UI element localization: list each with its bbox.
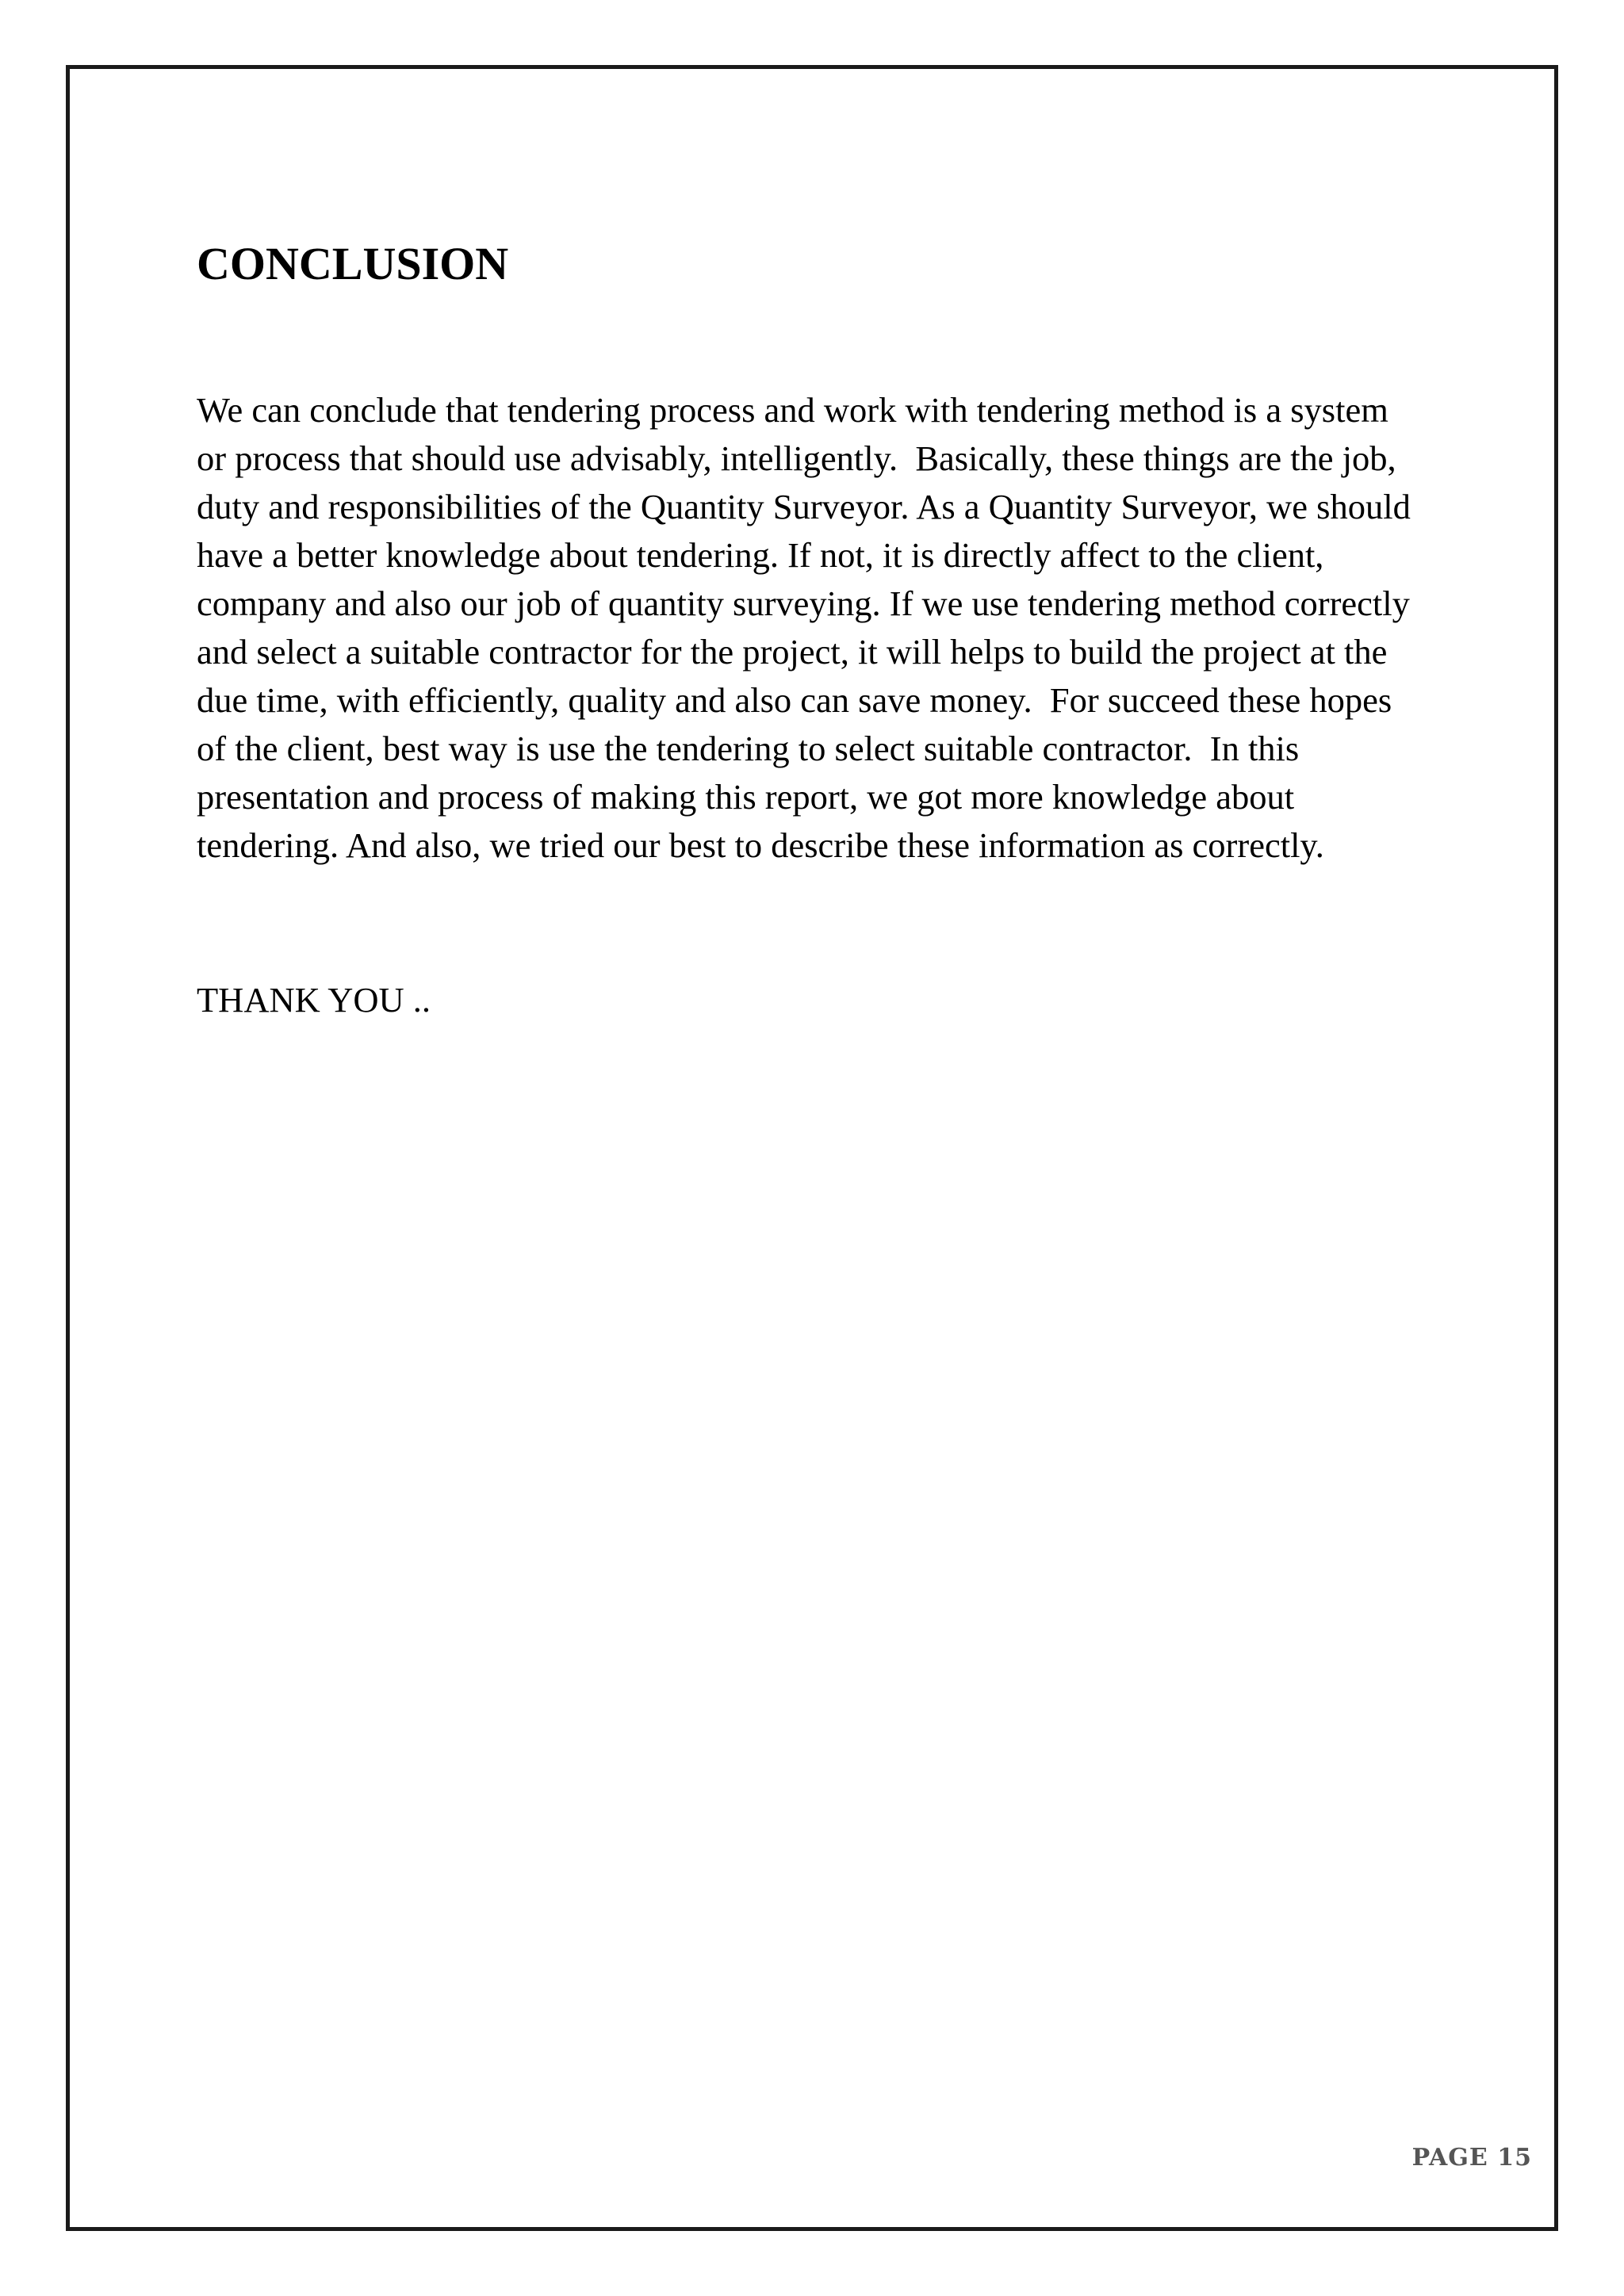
page-number: PAGE 15 xyxy=(1411,2144,1532,2172)
paragraph-line: We can conclude that tendering process and work with tendering method is a system xyxy=(197,390,1388,430)
conclusion-paragraph xyxy=(197,386,1545,870)
paragraph-line: duty and responsibilities of the Quantity Surveyor. As a Quantity Surveyor, we should xyxy=(197,487,1411,526)
paragraph-line: due time, with efficiently, quality and also can save money. For succeed these hopes xyxy=(197,680,1392,720)
paragraph-line: tendering. And also, we tried our best to describe these information as correctly. xyxy=(197,825,1324,865)
paragraph-line: company and also our job of quantity surveying. If we use tendering method correctly xyxy=(197,584,1410,623)
paragraph-line: or process that should use advisably, intelligently. Basically, these things are the job, xyxy=(197,438,1396,478)
paragraph-line: presentation and process of making this report, we got more knowledge about xyxy=(197,777,1295,817)
paragraph-line: have a better knowledge about tendering. If not, it is directly affect to the client, xyxy=(197,535,1324,575)
paragraph-line: and select a suitable contractor for the project, it will helps to build the project at the xyxy=(197,632,1388,672)
closing-text: THANK YOU .. xyxy=(197,980,431,1020)
page-title: CONCLUSION xyxy=(197,238,509,289)
paragraph-line: of the client, best way is use the tendering to select suitable contractor. In this xyxy=(197,729,1300,768)
